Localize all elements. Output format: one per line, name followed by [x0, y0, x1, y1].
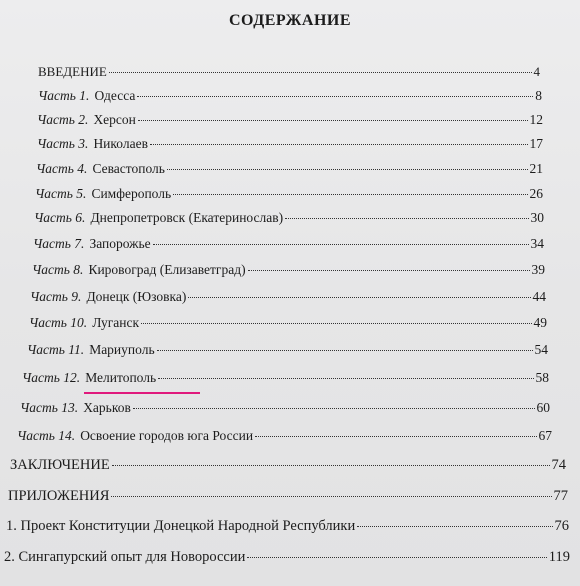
toc-page-number: 21	[529, 161, 543, 176]
toc-page-number: 74	[551, 457, 566, 473]
toc-page-number: 49	[533, 315, 547, 330]
toc-entry-part-6	[34, 210, 544, 226]
toc-label: Донецк (Юзовка)	[86, 289, 187, 304]
toc-page-number: 54	[534, 342, 548, 357]
leader-dots	[357, 526, 552, 527]
toc-entry-part-4	[36, 161, 543, 177]
toc-page-number: 17	[529, 136, 543, 151]
toc-entry-part-9	[30, 289, 546, 305]
toc-entry-appendix-1	[6, 518, 569, 535]
toc-prefix: Часть 6.	[34, 210, 86, 225]
toc-label: Одесса	[94, 88, 136, 103]
toc-label: Мариуполь	[89, 342, 155, 357]
toc-page-number: 30	[530, 210, 544, 225]
toc-label: Днепропетровск (Екатеринослав)	[90, 210, 284, 225]
toc-page-number: 26	[529, 186, 543, 201]
toc-label: 1. Проект Конституции Донецкой Народной Республики	[6, 518, 356, 534]
toc-entry-part-11	[27, 342, 548, 358]
toc-label: ПРИЛОЖЕНИЯ	[8, 488, 110, 504]
leader-dots	[247, 557, 546, 558]
toc-prefix: Часть 13.	[20, 400, 79, 415]
toc-entry-part-8	[32, 262, 545, 278]
toc-prefix: Часть 12.	[22, 370, 81, 385]
toc-entry-part-12	[22, 370, 549, 386]
leader-dots	[112, 465, 550, 466]
leader-dots	[141, 323, 531, 324]
toc-page-number: 77	[553, 488, 568, 504]
toc-entry-part-14	[17, 428, 552, 444]
leader-dots	[285, 218, 528, 219]
leader-dots	[248, 270, 530, 271]
toc-prefix: Часть 5.	[35, 186, 87, 201]
toc-label: Харьков	[83, 400, 131, 415]
toc-page-number: 67	[538, 428, 552, 443]
leader-dots	[157, 350, 533, 351]
toc-page-number: 39	[531, 262, 545, 277]
toc-entry-part-7	[33, 236, 544, 252]
toc-label: Запорожье	[89, 236, 151, 251]
toc-entry-part-1	[38, 88, 542, 104]
toc-label: 2. Сингапурский опыт для Новороссии	[4, 549, 246, 565]
toc-page-number: 60	[536, 400, 550, 415]
toc-label: Херсон	[93, 112, 136, 127]
toc-page-number: 76	[554, 518, 569, 534]
toc-entry-part-10	[29, 315, 547, 331]
toc-prefix: Часть 7.	[33, 236, 85, 251]
toc-label: Кировоград (Елизаветград)	[88, 262, 246, 277]
toc-entry-appendices	[8, 488, 568, 505]
toc-label: Севастополь	[92, 161, 165, 176]
toc-prefix: Часть 11.	[27, 342, 85, 357]
toc-label: Луганск	[92, 315, 140, 330]
toc-entry-part-5	[35, 186, 543, 202]
leader-dots	[137, 96, 533, 97]
leader-dots	[138, 120, 528, 121]
toc-entry-part-3	[37, 136, 543, 152]
leader-dots	[111, 496, 551, 497]
leader-dots	[167, 169, 528, 170]
toc-page-number: 34	[530, 236, 544, 251]
leader-dots	[255, 436, 536, 437]
toc-prefix: Часть 1.	[38, 88, 90, 103]
leader-dots	[158, 378, 533, 379]
toc-entry-introduction	[38, 64, 540, 80]
leader-dots	[109, 72, 532, 73]
toc-page-number: 8	[535, 88, 542, 103]
page-title: СОДЕРЖАНИЕ	[228, 12, 352, 29]
leader-dots	[133, 408, 535, 409]
toc-label: ВВЕДЕНИЕ	[38, 64, 107, 79]
toc-label: Мелитополь	[85, 370, 157, 385]
toc-prefix: Часть 2.	[37, 112, 89, 127]
leader-dots	[188, 297, 530, 298]
toc-page-number: 4	[533, 64, 540, 79]
toc-entry-part-13	[20, 400, 550, 416]
toc-page-number: 44	[532, 289, 546, 304]
toc-prefix: Часть 14.	[17, 428, 76, 443]
toc-label: Симферополь	[91, 186, 172, 201]
toc-label: ЗАКЛЮЧЕНИЕ	[10, 457, 110, 473]
leader-dots	[150, 144, 528, 145]
toc-page-number: 119	[548, 549, 570, 565]
leader-dots	[173, 194, 527, 195]
toc-label: Освоение городов юга России	[80, 428, 254, 443]
highlight-underline	[84, 392, 200, 394]
leader-dots	[153, 244, 529, 245]
toc-entry-appendix-2	[4, 549, 570, 566]
toc-page-number: 12	[529, 112, 543, 127]
toc-prefix: Часть 9.	[30, 289, 82, 304]
toc-entry-conclusion	[10, 457, 566, 474]
toc-page-number: 58	[535, 370, 549, 385]
toc-label: Николаев	[93, 136, 148, 151]
toc-prefix: Часть 8.	[32, 262, 84, 277]
toc-prefix: Часть 4.	[36, 161, 88, 176]
toc-prefix: Часть 3.	[37, 136, 89, 151]
toc-entry-part-2	[37, 112, 543, 128]
toc-prefix: Часть 10.	[29, 315, 88, 330]
